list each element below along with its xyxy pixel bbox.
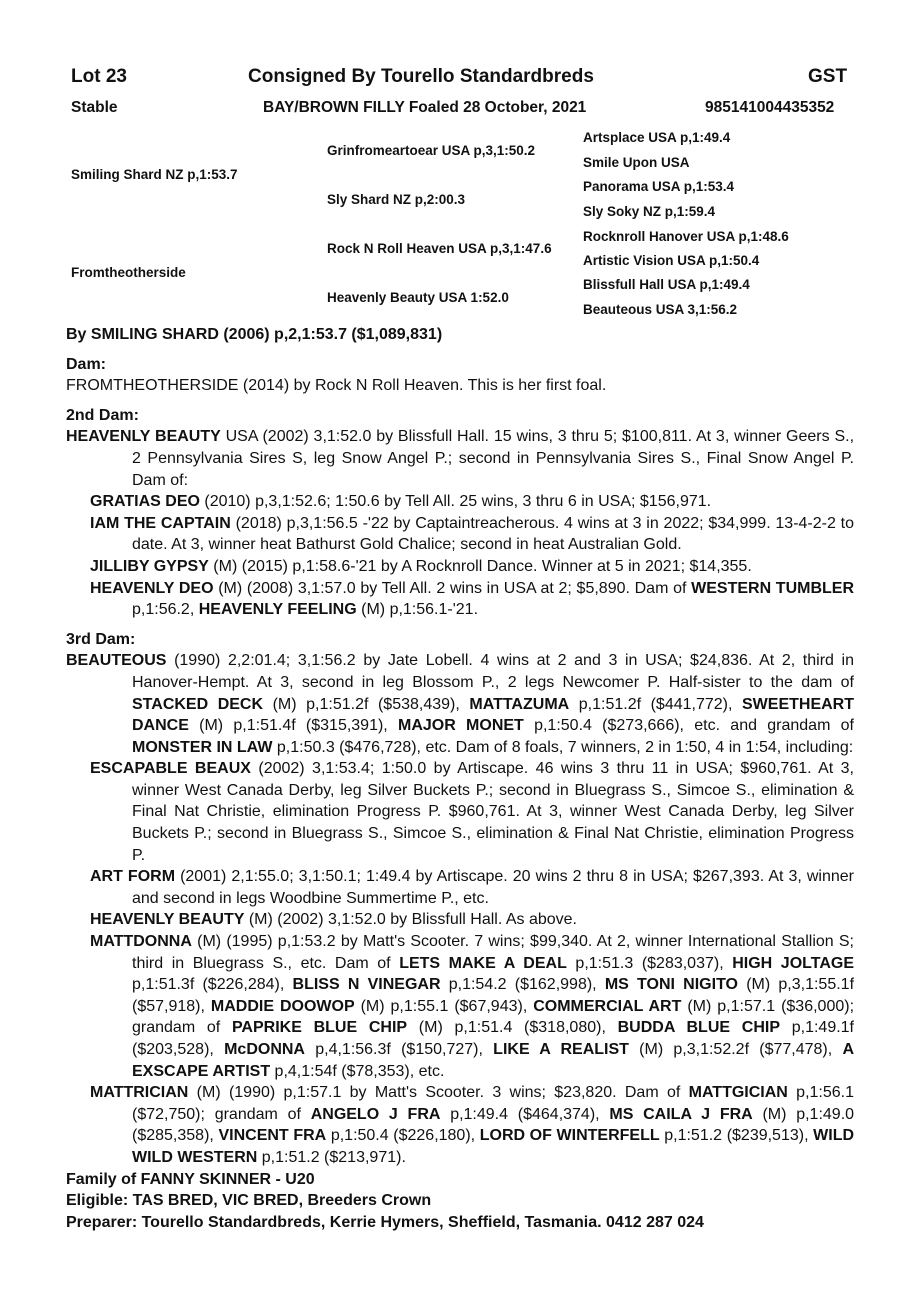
- third-dam-name: BEAUTEOUS: [66, 652, 167, 670]
- pedigree-g5: Rocknroll Hanover USA p,1:48.6: [583, 229, 789, 244]
- dam-name: FROMTHEOTHERSIDE: [66, 377, 239, 395]
- sire-line: By SMILING SHARD (2006) p,2,1:53.7 ($1,089,831): [66, 326, 443, 343]
- pedigree-g8: Beauteous USA 3,1:56.2: [583, 302, 738, 317]
- third-dam-heading: 3rd Dam:: [66, 630, 136, 648]
- location-code: GST: [808, 66, 848, 87]
- second-dam-heading: 2nd Dam:: [66, 406, 139, 424]
- dam-entry: FROMTHEOTHERSIDE (2014) by Rock N Roll Heaven. This is her first foal.: [66, 377, 607, 395]
- second-dam-name: HEAVENLY BEAUTY: [66, 428, 221, 446]
- pedigree-dam: Fromtheotherside: [71, 265, 186, 280]
- preparer-line: Preparer: Tourello Standardbreds, Kerrie Hymers, Sheffield, Tasmania. 0412 287 024: [66, 1213, 704, 1231]
- consignor-title: Consigned By Tourello Standardbreds: [248, 66, 594, 87]
- pedigree-g3: Panorama USA p,1:53.4: [583, 179, 735, 194]
- third-dam-entry: BEAUTEOUS (1990) 2,2:01.4; 3,1:56.2 by Jate Lobell. 4 wins at 2 and 3 in USA; $24,836. At 2, third in Hanover-Hempt. At 3, second in leg Blossom P., 2 legs Newcomer P. Half-sister to the dam of STACKED DECK (M) p,1:51.2f ($538,439), MATTAZUMA p,1:51.2f ($441,772), SWEETHEART DANCE (M) p,1:51.4f ($315,391), MAJOR MONET p,1:50.4 ($273,666), etc. and grandam of MONSTER IN LAW p,1:50.3 ($476,728), etc. Dam of 8 foals, 7 winners, 2 in 1:50, 4 in 1:54, including:: [66, 652, 855, 756]
- foal-entry: MATTDONNA (M) (1995) p,1:53.2 by Matt's Scooter. 7 wins; $99,340. At 2, winner International Stallion S; third in Bluegrass S., etc. Dam of LETS MAKE A DEAL p,1:51.3 ($283,037), HIGH JOLTAGE p,1:51.3f ($226,284), BLISS N VINEGAR p,1:54.2 ($162,998), MS TONI NIGITO (M) p,3,1:55.1f ($57,918), MADDIE DOOWOP (M) p,1:55.1 ($67,943), COMMERCIAL ART (M) p,1:57.1 ($36,000); grandam of PAPRIKE BLUE CHIP (M) p,1:51.4 ($318,080), BUDDA BLUE CHIP p,1:49.1f ($203,528), McDONNA p,4,1:56.3f ($150,727), LIKE A REALIST (M) p,3,1:52.2f ($77,478), A EXSCAPE ARTIST p,4,1:54f ($78,353), etc.: [90, 933, 855, 1080]
- foal-entry: HEAVENLY DEO (M) (2008) 3,1:57.0 by Tell All. 2 wins in USA at 2; $5,890. Dam of WESTERN TUMBLER p,1:56.2, HEAVENLY FEELING (M) p,1:56.1-'21.: [90, 579, 855, 619]
- foal-entry: IAM THE CAPTAIN (2018) p,3,1:56.5 -'22 by Captaintreacherous. 4 wins at 3 in 2022; $34,999. 13-4-2-2 to date. At 3, winner heat Bathurst Gold Chalice; second in heat Australian Gold.: [90, 514, 855, 554]
- stable-label: Stable: [71, 99, 118, 116]
- foal-entry: HEAVENLY BEAUTY (M) (2002) 3,1:52.0 by Blissfull Hall. As above.: [90, 911, 577, 929]
- pedigree-dam-sire: Rock N Roll Heaven USA p,3,1:47.6: [327, 241, 552, 256]
- foal-entry: ESCAPABLE BEAUX (2002) 3,1:53.4; 1:50.0 by Artiscape. 46 wins 3 thru 11 in USA; $960,761. At 3, winner West Canada Derby, leg Silver Buckets P.; second in Bluegrass S., Simcoe S., elimination & Final Nat Christie, elimination Progress P. $960,761. At 3, winner West Canada Derby, leg Silver Buckets P.; second in Bluegrass S., Simcoe S., elimination & Final Nat Christie, elimination Progress P.: [90, 760, 854, 864]
- pedigree-dam-dam: Heavenly Beauty USA 1:52.0: [327, 290, 509, 305]
- pedigree-g7: Blissfull Hall USA p,1:49.4: [583, 277, 750, 292]
- foal-entry: GRATIAS DEO (2010) p,3,1:52.6; 1:50.6 by Tell All. 25 wins, 3 thru 6 in USA; $156,971.: [90, 493, 712, 511]
- pedigree-g4: Sly Soky NZ p,1:59.4: [583, 204, 716, 219]
- lot-number: Lot 23: [71, 66, 127, 87]
- foal-entry: MATTRICIAN (M) (1990) p,1:57.1 by Matt's Scooter. 3 wins; $23,820. Dam of MATTGICIAN p,1:56.1 ($72,750); grandam of ANGELO J FRA p,1:49.4 ($464,374), MS CAILA J FRA (M) p,1:49.0 ($285,358), VINCENT FRA p,1:50.4 ($226,180), LORD OF WINTERFELL p,1:51.2 ($239,513), WILD WILD WESTERN p,1:51.2 ($213,971).: [90, 1084, 855, 1166]
- pedigree-sire-sire: Grinfromeartoear USA p,3,1:50.2: [327, 143, 536, 158]
- eligible-line: Eligible: TAS BRED, VIC BRED, Breeders Crown: [66, 1192, 432, 1210]
- dam-heading: Dam:: [66, 355, 107, 373]
- pedigree-sire-dam: Sly Shard NZ p,2:00.3: [327, 192, 466, 207]
- microchip-number: 985141004435352: [705, 99, 835, 116]
- foal-entry: JILLIBY GYPSY (M) (2015) p,1:58.6-'21 by A Rocknroll Dance. Winner at 5 in 2021; $14,355.: [90, 557, 752, 575]
- pedigree-sire: Smiling Shard NZ p,1:53.7: [71, 167, 238, 182]
- family-line: Family of FANNY SKINNER - U20: [66, 1170, 315, 1188]
- horse-description: BAY/BROWN FILLY Foaled 28 October, 2021: [263, 99, 587, 116]
- pedigree-g6: Artistic Vision USA p,1:50.4: [583, 253, 760, 268]
- pedigree-g2: Smile Upon USA: [583, 155, 690, 170]
- foal-entry: ART FORM (2001) 2,1:55.0; 3,1:50.1; 1:49.4 by Artiscape. 20 wins 2 thru 8 in USA; $267,393. At 3, winner and second in legs Woodbine Summertime P., etc.: [90, 868, 854, 907]
- catalogue-body: [66, 324, 854, 1233]
- pedigree-g1: Artsplace USA p,1:49.4: [583, 130, 731, 145]
- second-dam-entry: HEAVENLY BEAUTY USA (2002) 3,1:52.0 by Blissfull Hall. 15 wins, 3 thru 5; $100,811. At 3, winner Geers S., 2 Pennsylvania Sires S, leg Snow Angel P.; second in Pennsylvania Sires S., Final Snow Angel P. Dam of:: [66, 428, 855, 489]
